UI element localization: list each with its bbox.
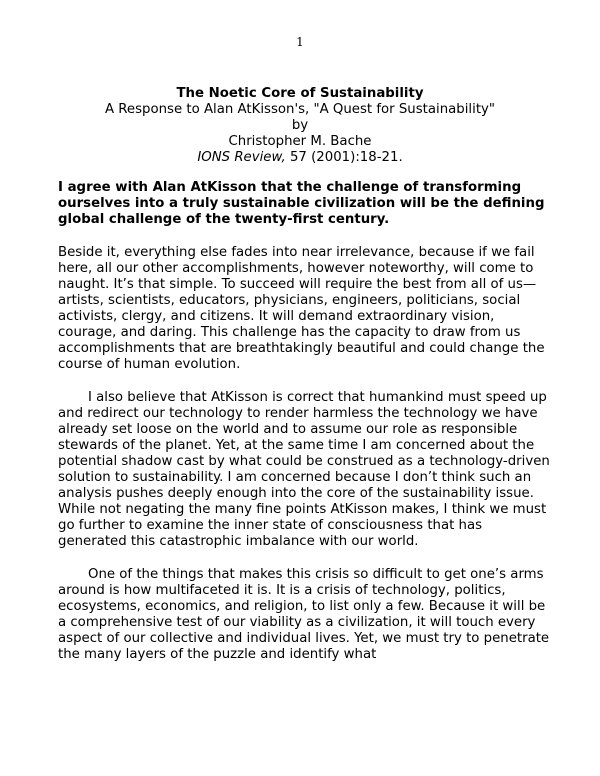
citation (0, 150, 600, 166)
journal-details: 57 (2001):18-21. (285, 150, 403, 165)
journal-name: IONS Review, (197, 150, 286, 165)
title-block (0, 86, 600, 166)
article-body (58, 180, 554, 680)
article-title: The Noetic Core of Sustainability (176, 86, 424, 101)
paragraph: I also believe that AtKisson is correct that humankind must speed up and redirect our technology to render harmless the technology we have already set loose on the world and to assume our role as responsible stewards of the planet. Yet, at the same time I am concerned about the potential shadow cast by what could be construed as a technology-driven solution to sustainability. I am concerned because I don’t think such an analysis pushes deeply enough into the core of the sustainability issue. While not negating the many fine points AtKisson makes, I think we must go further to examine the inner state of consciousness that has generated this catastrophic imbalance with our world. (58, 390, 550, 549)
thesis-statement: I agree with Alan AtKisson that the challenge of transforming ourselves into a truly sustainable civilization will be the defining global challenge of the twenty-first century. (58, 180, 545, 227)
article-subtitle: A Response to Alan AtKisson's, "A Quest for Sustainability" (104, 102, 496, 117)
paragraph: Beside it, everything else fades into near irrelevance, because if we fail here, all our other accomplishments, however noteworthy, will come to naught. It’s that simple. To succeed will require the best from all of us—artists, scientists, educators, physicians, engineers, politicians, social activists, clergy, and citizens. It will demand extraordinary vision, courage, and daring. This challenge has the capacity to draw from us accomplishments that are breathtakingly beautiful and could change the course of human evolution. (58, 245, 545, 372)
paragraph: One of the things that makes this crisis so difficult to get one’s arms around is how multifaceted it is. It is a crisis of technology, politics, ecosystems, economics, and religion, to list only a few. Because it will be a comprehensive test of our viability as a civilization, it will touch every aspect of our collective and individual lives. Yet, we must try to penetrate the many layers of the puzzle and identify what (58, 567, 550, 662)
page-number: 1 (296, 35, 304, 49)
byline-by: by (291, 118, 309, 133)
author-name: Christopher M. Bache (228, 134, 372, 149)
